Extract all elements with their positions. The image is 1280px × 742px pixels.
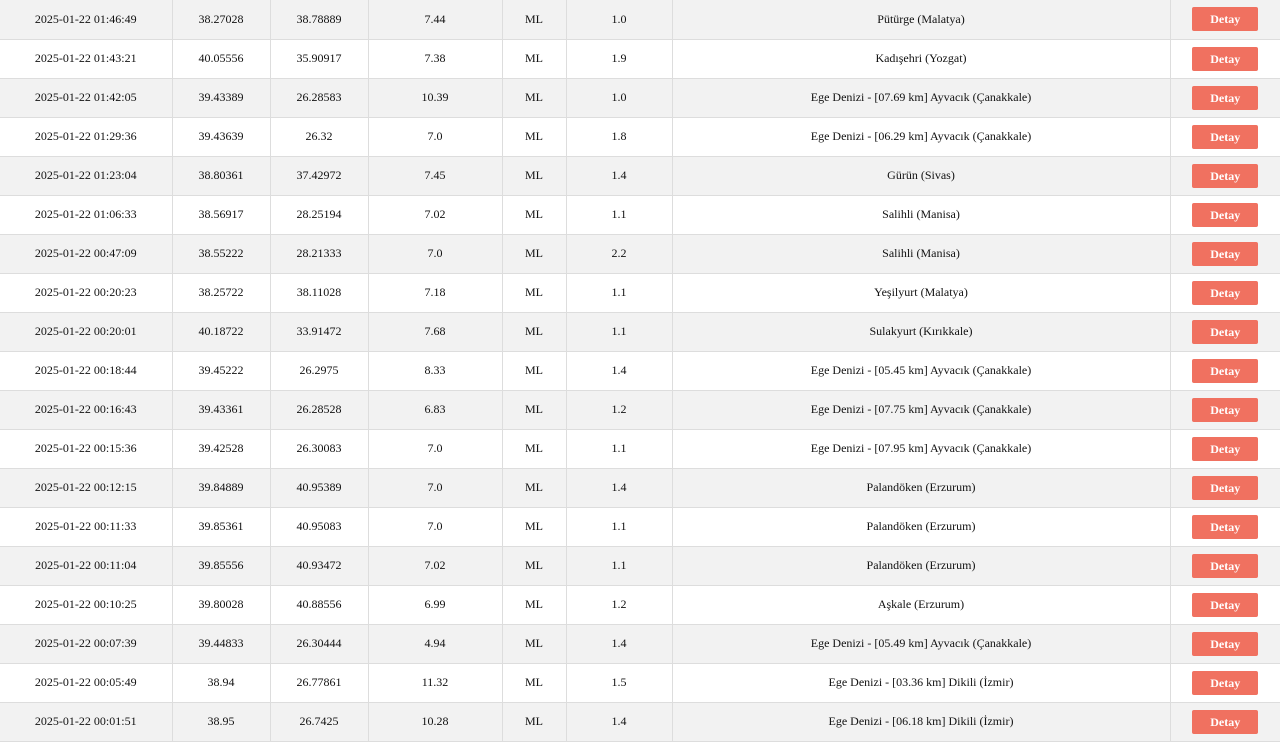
location-cell: Palandöken (Erzurum) <box>672 468 1170 507</box>
detay-button[interactable]: Detay <box>1192 203 1258 227</box>
action-cell <box>1170 546 1280 585</box>
detay-button[interactable]: Detay <box>1192 632 1258 656</box>
location-cell: Palandöken (Erzurum) <box>672 546 1170 585</box>
latitude-cell: 38.25722 <box>172 273 270 312</box>
location-cell: Salihli (Manisa) <box>672 195 1170 234</box>
magnitude-type-cell: ML <box>502 390 566 429</box>
location-cell: Ege Denizi - [03.36 km] Dikili (İzmir) <box>672 663 1170 702</box>
depth-cell: 7.0 <box>368 507 502 546</box>
detay-button[interactable]: Detay <box>1192 47 1258 71</box>
date-cell: 2025-01-22 00:11:33 <box>0 507 172 546</box>
latitude-cell: 39.80028 <box>172 585 270 624</box>
magnitude-type-cell: ML <box>502 78 566 117</box>
magnitude-type-cell: ML <box>502 507 566 546</box>
magnitude-cell: 2.2 <box>566 234 672 273</box>
detay-button[interactable]: Detay <box>1192 86 1258 110</box>
date-cell: 2025-01-22 00:16:43 <box>0 390 172 429</box>
detay-button[interactable]: Detay <box>1192 7 1258 31</box>
magnitude-type-cell: ML <box>502 468 566 507</box>
latitude-cell: 38.56917 <box>172 195 270 234</box>
depth-cell: 7.38 <box>368 39 502 78</box>
longitude-cell: 26.30083 <box>270 429 368 468</box>
table-row <box>0 468 1280 507</box>
action-cell <box>1170 624 1280 663</box>
magnitude-type-cell: ML <box>502 195 566 234</box>
action-cell <box>1170 585 1280 624</box>
magnitude-cell: 1.1 <box>566 429 672 468</box>
action-cell <box>1170 351 1280 390</box>
location-cell: Ege Denizi - [07.75 km] Ayvacık (Çanakkale) <box>672 390 1170 429</box>
detay-button[interactable]: Detay <box>1192 359 1258 383</box>
table-row <box>0 546 1280 585</box>
magnitude-cell: 1.4 <box>566 702 672 741</box>
latitude-cell: 38.55222 <box>172 234 270 273</box>
magnitude-type-cell: ML <box>502 0 566 39</box>
location-cell: Aşkale (Erzurum) <box>672 585 1170 624</box>
detay-button[interactable]: Detay <box>1192 515 1258 539</box>
table-row <box>0 585 1280 624</box>
latitude-cell: 39.42528 <box>172 429 270 468</box>
magnitude-cell: 1.0 <box>566 78 672 117</box>
action-cell <box>1170 39 1280 78</box>
magnitude-type-cell: ML <box>502 702 566 741</box>
longitude-cell: 38.11028 <box>270 273 368 312</box>
magnitude-cell: 1.5 <box>566 663 672 702</box>
magnitude-cell: 1.4 <box>566 624 672 663</box>
action-cell <box>1170 663 1280 702</box>
magnitude-type-cell: ML <box>502 273 566 312</box>
depth-cell: 7.02 <box>368 195 502 234</box>
depth-cell: 10.28 <box>368 702 502 741</box>
table-row <box>0 78 1280 117</box>
depth-cell: 7.02 <box>368 546 502 585</box>
table-row <box>0 234 1280 273</box>
magnitude-cell: 1.1 <box>566 273 672 312</box>
date-cell: 2025-01-22 00:20:23 <box>0 273 172 312</box>
magnitude-cell: 1.4 <box>566 468 672 507</box>
table-row <box>0 0 1280 39</box>
table-row <box>0 195 1280 234</box>
magnitude-type-cell: ML <box>502 117 566 156</box>
magnitude-cell: 1.4 <box>566 156 672 195</box>
latitude-cell: 39.45222 <box>172 351 270 390</box>
latitude-cell: 39.84889 <box>172 468 270 507</box>
longitude-cell: 26.7425 <box>270 702 368 741</box>
action-cell <box>1170 117 1280 156</box>
depth-cell: 7.0 <box>368 468 502 507</box>
date-cell: 2025-01-22 00:47:09 <box>0 234 172 273</box>
magnitude-cell: 1.1 <box>566 546 672 585</box>
magnitude-cell: 1.4 <box>566 351 672 390</box>
latitude-cell: 39.85361 <box>172 507 270 546</box>
magnitude-cell: 1.2 <box>566 585 672 624</box>
location-cell: Ege Denizi - [07.95 km] Ayvacık (Çanakkale) <box>672 429 1170 468</box>
detay-button[interactable]: Detay <box>1192 281 1258 305</box>
location-cell: Ege Denizi - [05.49 km] Ayvacık (Çanakkale) <box>672 624 1170 663</box>
date-cell: 2025-01-22 01:06:33 <box>0 195 172 234</box>
date-cell: 2025-01-22 01:46:49 <box>0 0 172 39</box>
longitude-cell: 26.32 <box>270 117 368 156</box>
latitude-cell: 39.43639 <box>172 117 270 156</box>
action-cell <box>1170 468 1280 507</box>
longitude-cell: 40.95083 <box>270 507 368 546</box>
detay-button[interactable]: Detay <box>1192 164 1258 188</box>
table-row <box>0 39 1280 78</box>
location-cell: Palandöken (Erzurum) <box>672 507 1170 546</box>
depth-cell: 7.0 <box>368 429 502 468</box>
latitude-cell: 40.18722 <box>172 312 270 351</box>
magnitude-type-cell: ML <box>502 312 566 351</box>
detay-button[interactable]: Detay <box>1192 398 1258 422</box>
action-cell <box>1170 312 1280 351</box>
depth-cell: 11.32 <box>368 663 502 702</box>
latitude-cell: 38.80361 <box>172 156 270 195</box>
longitude-cell: 40.88556 <box>270 585 368 624</box>
longitude-cell: 40.93472 <box>270 546 368 585</box>
date-cell: 2025-01-22 00:18:44 <box>0 351 172 390</box>
date-cell: 2025-01-22 00:15:36 <box>0 429 172 468</box>
longitude-cell: 37.42972 <box>270 156 368 195</box>
longitude-cell: 33.91472 <box>270 312 368 351</box>
magnitude-type-cell: ML <box>502 351 566 390</box>
longitude-cell: 40.95389 <box>270 468 368 507</box>
location-cell: Yeşilyurt (Malatya) <box>672 273 1170 312</box>
latitude-cell: 39.43361 <box>172 390 270 429</box>
latitude-cell: 39.44833 <box>172 624 270 663</box>
table-row <box>0 663 1280 702</box>
magnitude-type-cell: ML <box>502 39 566 78</box>
date-cell: 2025-01-22 01:42:05 <box>0 78 172 117</box>
depth-cell: 8.33 <box>368 351 502 390</box>
table-row <box>0 624 1280 663</box>
detay-button[interactable]: Detay <box>1192 710 1258 734</box>
detay-button[interactable]: Detay <box>1192 554 1258 578</box>
longitude-cell: 26.30444 <box>270 624 368 663</box>
detay-button[interactable]: Detay <box>1192 671 1258 695</box>
depth-cell: 7.68 <box>368 312 502 351</box>
latitude-cell: 38.95 <box>172 702 270 741</box>
action-cell <box>1170 273 1280 312</box>
date-cell: 2025-01-22 01:23:04 <box>0 156 172 195</box>
date-cell: 2025-01-22 00:10:25 <box>0 585 172 624</box>
magnitude-cell: 1.2 <box>566 390 672 429</box>
action-cell <box>1170 78 1280 117</box>
action-cell <box>1170 390 1280 429</box>
action-cell <box>1170 0 1280 39</box>
table-row <box>0 390 1280 429</box>
location-cell: Kadışehri (Yozgat) <box>672 39 1170 78</box>
depth-cell: 7.45 <box>368 156 502 195</box>
depth-cell: 7.18 <box>368 273 502 312</box>
depth-cell: 7.44 <box>368 0 502 39</box>
location-cell: Ege Denizi - [06.29 km] Ayvacık (Çanakkale) <box>672 117 1170 156</box>
longitude-cell: 26.2975 <box>270 351 368 390</box>
detay-button[interactable]: Detay <box>1192 125 1258 149</box>
date-cell: 2025-01-22 00:05:49 <box>0 663 172 702</box>
latitude-cell: 39.85556 <box>172 546 270 585</box>
magnitude-type-cell: ML <box>502 663 566 702</box>
magnitude-cell: 1.1 <box>566 312 672 351</box>
magnitude-type-cell: ML <box>502 546 566 585</box>
latitude-cell: 39.43389 <box>172 78 270 117</box>
table-row <box>0 273 1280 312</box>
magnitude-type-cell: ML <box>502 234 566 273</box>
magnitude-type-cell: ML <box>502 585 566 624</box>
magnitude-cell: 1.1 <box>566 507 672 546</box>
magnitude-cell: 1.1 <box>566 195 672 234</box>
location-cell: Gürün (Sivas) <box>672 156 1170 195</box>
detay-button[interactable]: Detay <box>1192 242 1258 266</box>
magnitude-cell: 1.9 <box>566 39 672 78</box>
date-cell: 2025-01-22 01:43:21 <box>0 39 172 78</box>
detay-button[interactable]: Detay <box>1192 437 1258 461</box>
magnitude-cell: 1.8 <box>566 117 672 156</box>
depth-cell: 6.99 <box>368 585 502 624</box>
longitude-cell: 28.21333 <box>270 234 368 273</box>
action-cell <box>1170 195 1280 234</box>
action-cell <box>1170 702 1280 741</box>
date-cell: 2025-01-22 00:20:01 <box>0 312 172 351</box>
location-cell: Ege Denizi - [07.69 km] Ayvacık (Çanakkale) <box>672 78 1170 117</box>
action-cell <box>1170 234 1280 273</box>
location-cell: Pütürge (Malatya) <box>672 0 1170 39</box>
table-row <box>0 702 1280 741</box>
longitude-cell: 38.78889 <box>270 0 368 39</box>
magnitude-type-cell: ML <box>502 624 566 663</box>
depth-cell: 4.94 <box>368 624 502 663</box>
longitude-cell: 26.77861 <box>270 663 368 702</box>
magnitude-type-cell: ML <box>502 156 566 195</box>
latitude-cell: 40.05556 <box>172 39 270 78</box>
location-cell: Ege Denizi - [06.18 km] Dikili (İzmir) <box>672 702 1170 741</box>
date-cell: 2025-01-22 00:07:39 <box>0 624 172 663</box>
table-row <box>0 117 1280 156</box>
latitude-cell: 38.27028 <box>172 0 270 39</box>
longitude-cell: 26.28528 <box>270 390 368 429</box>
detay-button[interactable]: Detay <box>1192 593 1258 617</box>
location-cell: Salihli (Manisa) <box>672 234 1170 273</box>
latitude-cell: 38.94 <box>172 663 270 702</box>
date-cell: 2025-01-22 00:01:51 <box>0 702 172 741</box>
magnitude-type-cell: ML <box>502 429 566 468</box>
date-cell: 2025-01-22 01:29:36 <box>0 117 172 156</box>
action-cell <box>1170 507 1280 546</box>
table-row <box>0 351 1280 390</box>
table-row <box>0 507 1280 546</box>
location-cell: Ege Denizi - [05.45 km] Ayvacık (Çanakkale) <box>672 351 1170 390</box>
detay-button[interactable]: Detay <box>1192 476 1258 500</box>
depth-cell: 7.0 <box>368 117 502 156</box>
date-cell: 2025-01-22 00:11:04 <box>0 546 172 585</box>
depth-cell: 10.39 <box>368 78 502 117</box>
depth-cell: 7.0 <box>368 234 502 273</box>
action-cell <box>1170 156 1280 195</box>
table-row <box>0 429 1280 468</box>
depth-cell: 6.83 <box>368 390 502 429</box>
longitude-cell: 35.90917 <box>270 39 368 78</box>
location-cell: Sulakyurt (Kırıkkale) <box>672 312 1170 351</box>
magnitude-cell: 1.0 <box>566 0 672 39</box>
longitude-cell: 28.25194 <box>270 195 368 234</box>
longitude-cell: 26.28583 <box>270 78 368 117</box>
table-row <box>0 312 1280 351</box>
table-row <box>0 156 1280 195</box>
detay-button[interactable]: Detay <box>1192 320 1258 344</box>
date-cell: 2025-01-22 00:12:15 <box>0 468 172 507</box>
action-cell <box>1170 429 1280 468</box>
